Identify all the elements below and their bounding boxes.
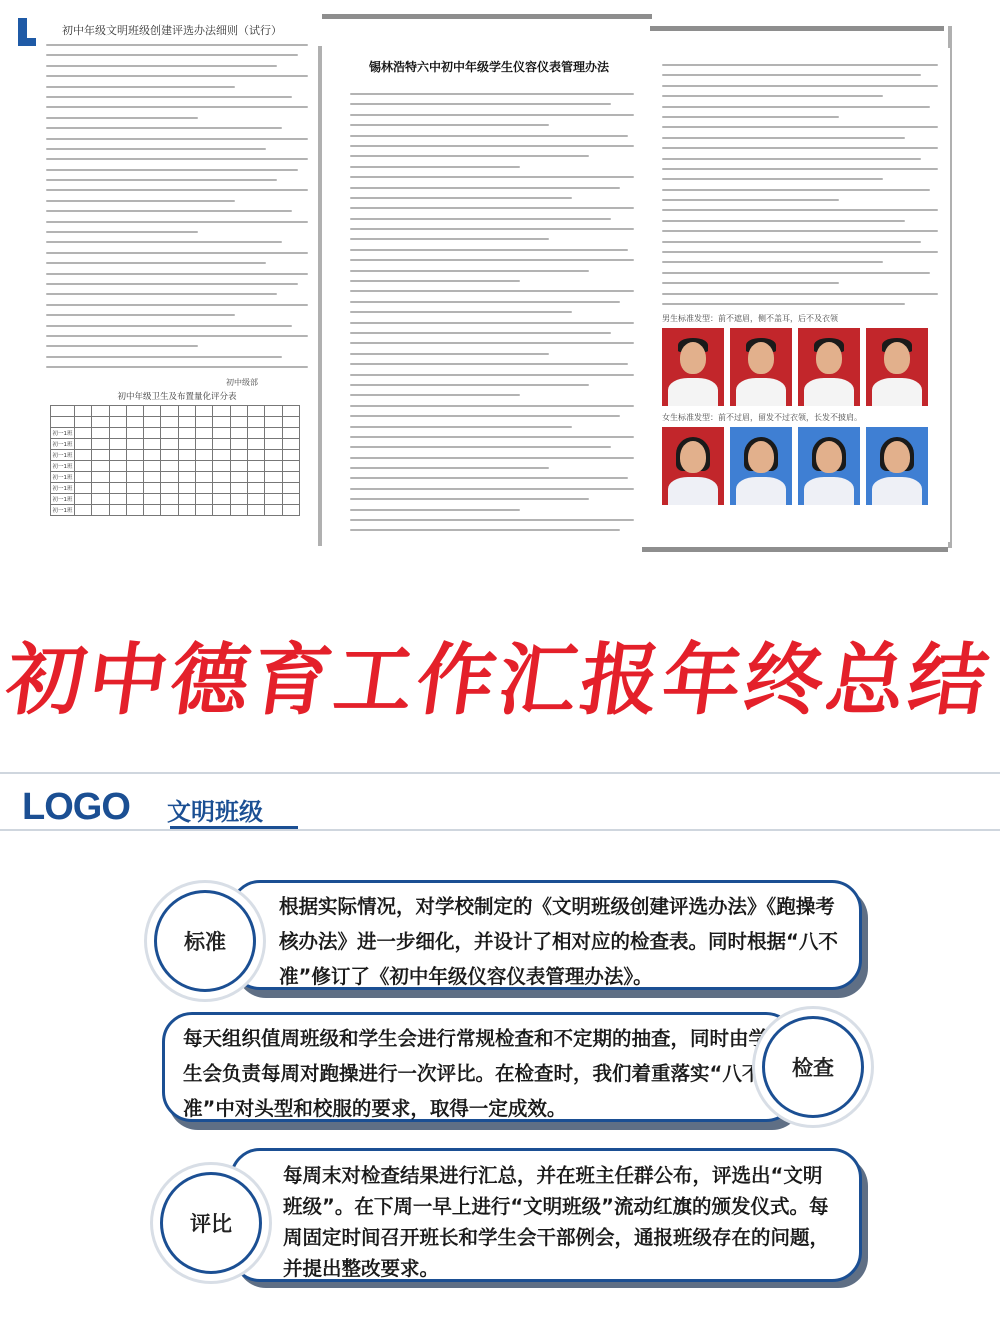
- text-line: [662, 126, 938, 128]
- text-line: [350, 238, 549, 240]
- table-cell: [126, 405, 143, 416]
- table-row: [51, 460, 300, 471]
- table-cell: [213, 427, 230, 438]
- document-body-text: [36, 38, 318, 368]
- table-cell: 初一1班: [51, 471, 75, 482]
- table-cell: [247, 460, 264, 471]
- table-cell: [213, 416, 230, 427]
- text-line: [46, 231, 198, 233]
- logo: LOGO: [22, 786, 130, 828]
- table-cell: [265, 438, 282, 449]
- table-row: [51, 471, 300, 482]
- text-line: [46, 293, 277, 295]
- text-line: [350, 103, 611, 105]
- section-evaluation-text: 每周末对检查结果进行汇总，并在班主任群公布，评选出“文明班级”。在下周一早上进行“文明班级”流动红旗的颁发仪式。每周固定时间召开班长和学生会干部例会，通报班级存在的问题，并提出整改要求。: [230, 1148, 862, 1282]
- table-cell: [161, 471, 178, 482]
- document-civilized-class-rules: [36, 14, 318, 541]
- table-cell: [230, 449, 247, 460]
- text-line: [46, 44, 308, 46]
- text-line: [46, 189, 308, 191]
- table-cell: [265, 449, 282, 460]
- text-line: [350, 197, 572, 199]
- table-cell: [282, 493, 299, 504]
- text-line: [46, 65, 277, 67]
- table-cell: [230, 482, 247, 493]
- table-cell: 初一1班: [51, 438, 75, 449]
- table-cell: [282, 405, 299, 416]
- table-cell: [144, 416, 161, 427]
- table-cell: [92, 504, 109, 515]
- table-cell: [282, 471, 299, 482]
- section-evaluation-tag: 评比: [160, 1172, 262, 1274]
- table-row: [51, 504, 300, 515]
- table-cell: [213, 405, 230, 416]
- document-signature: 初中级部: [226, 377, 258, 387]
- table-cell: [109, 427, 126, 438]
- table-cell: [196, 438, 213, 449]
- table-cell: 初一1班: [51, 449, 75, 460]
- table-cell: [92, 482, 109, 493]
- text-line: [46, 169, 298, 171]
- table-cell: [144, 449, 161, 460]
- table-cell: [178, 482, 195, 493]
- text-line: [350, 436, 634, 438]
- table-cell: [126, 427, 143, 438]
- table-cell: [196, 493, 213, 504]
- table-cell: [282, 482, 299, 493]
- table-cell: [178, 504, 195, 515]
- text-line: [350, 509, 520, 511]
- table-cell: [178, 460, 195, 471]
- text-line: [46, 262, 266, 264]
- table-row: [51, 493, 300, 504]
- table-cell: [178, 416, 195, 427]
- text-line: [350, 218, 611, 220]
- girls-hairstyle-caption: 女生标准发型：前不过眉，留发不过衣领，长发不披肩。: [662, 413, 862, 423]
- text-line: [46, 148, 266, 150]
- table-cell: [161, 416, 178, 427]
- text-line: [662, 158, 921, 160]
- text-line: [46, 356, 282, 358]
- text-line: [662, 209, 938, 211]
- corner-bracket-decoration: [18, 18, 27, 46]
- document-body-text: [328, 75, 650, 538]
- table-cell: [247, 449, 264, 460]
- table-row: [51, 482, 300, 493]
- text-line: [662, 147, 938, 149]
- text-line: [662, 293, 938, 295]
- text-line: [350, 519, 634, 521]
- text-line: [350, 187, 620, 189]
- table-cell: [282, 504, 299, 515]
- table-cell: [75, 493, 92, 504]
- text-line: [46, 241, 282, 243]
- divider: [649, 26, 944, 31]
- text-line: [350, 488, 634, 490]
- table-cell: [92, 460, 109, 471]
- text-line: [350, 93, 634, 95]
- table-cell: [75, 427, 92, 438]
- table-title: 初中年级卫生及布置量化评分表: [117, 391, 237, 402]
- table-cell: [265, 482, 282, 493]
- table-cell: [247, 504, 264, 515]
- table-cell: [92, 493, 109, 504]
- text-line: [350, 374, 634, 376]
- text-line: [350, 290, 634, 292]
- table-cell: [230, 438, 247, 449]
- table-cell: [75, 471, 92, 482]
- table-cell: [75, 438, 92, 449]
- text-line: [662, 230, 938, 232]
- text-line: [662, 137, 905, 139]
- text-line: [350, 457, 634, 459]
- table-cell: [247, 482, 264, 493]
- table-cell: [109, 471, 126, 482]
- divider: [0, 829, 1000, 831]
- divider: [322, 14, 652, 19]
- table-cell: [161, 405, 178, 416]
- table-cell: [161, 427, 178, 438]
- text-line: [662, 64, 938, 66]
- text-line: [46, 96, 292, 98]
- text-line: [662, 85, 938, 87]
- section-inspection-text: 每天组织值周班级和学生会进行常规检查和不定期的抽查，同时由学生会负责每周对跑操进行一次评比。在检查时，我们着重落实“八不准”中对头型和校服的要求，取得一定成效。: [162, 1012, 796, 1122]
- photo-girl-front: [730, 427, 792, 505]
- text-line: [350, 394, 520, 396]
- table-cell: [265, 471, 282, 482]
- table-cell: [109, 482, 126, 493]
- table-cell: [109, 449, 126, 460]
- table-cell: [144, 460, 161, 471]
- text-line: [350, 301, 620, 303]
- text-line: [662, 241, 921, 243]
- text-line: [46, 345, 198, 347]
- table-cell: [178, 427, 195, 438]
- text-line: [350, 155, 589, 157]
- table-cell: [247, 427, 264, 438]
- text-line: [46, 179, 277, 181]
- table-cell: [144, 493, 161, 504]
- table-cell: [265, 416, 282, 427]
- text-line: [662, 116, 839, 118]
- table-cell: [92, 471, 109, 482]
- text-line: [350, 467, 549, 469]
- table-cell: [178, 471, 195, 482]
- table-cell: [230, 471, 247, 482]
- table-cell: [196, 504, 213, 515]
- table-cell: [161, 504, 178, 515]
- table-cell: 初一1班: [51, 427, 75, 438]
- table-cell: [265, 460, 282, 471]
- text-line: [46, 221, 308, 223]
- table-cell: [75, 482, 92, 493]
- table-row: [51, 438, 300, 449]
- text-line: [350, 166, 520, 168]
- table-cell: [144, 482, 161, 493]
- table-cell: [92, 438, 109, 449]
- text-line: [350, 363, 628, 365]
- table-cell: [109, 504, 126, 515]
- text-line: [46, 127, 282, 129]
- photo-boy-front: [662, 328, 724, 406]
- table-cell: [92, 427, 109, 438]
- table-cell: [282, 427, 299, 438]
- girls-hairstyle-photos: [652, 427, 950, 505]
- text-line: [350, 280, 520, 282]
- photo-girl-front: [662, 427, 724, 505]
- photo-boy-front: [798, 328, 860, 406]
- table-cell: [75, 449, 92, 460]
- document-title: 初中年级文明班级创建评选办法细则（试行）: [62, 24, 282, 37]
- text-line: [350, 135, 628, 137]
- table-cell: [196, 482, 213, 493]
- table-cell: [126, 438, 143, 449]
- table-cell: [126, 449, 143, 460]
- table-cell: [126, 493, 143, 504]
- table-cell: [126, 471, 143, 482]
- table-cell: [247, 416, 264, 427]
- table-cell: [196, 427, 213, 438]
- text-line: [46, 335, 308, 337]
- text-line: [350, 477, 628, 479]
- text-line: [46, 200, 235, 202]
- table-cell: 初一1班: [51, 493, 75, 504]
- table-cell: [109, 460, 126, 471]
- table-cell: [213, 449, 230, 460]
- table-cell: [247, 405, 264, 416]
- text-line: [350, 426, 572, 428]
- text-line: [350, 114, 634, 116]
- photo-boy-side: [866, 328, 928, 406]
- table-cell: [230, 504, 247, 515]
- table-cell: [51, 416, 75, 427]
- divider: [0, 772, 1000, 774]
- table-cell: [213, 460, 230, 471]
- text-line: [662, 282, 839, 284]
- table-cell: [282, 438, 299, 449]
- section-standard-text: 根据实际情况，对学校制定的《文明班级创建评选办法》《跑操考核办法》进一步细化，并设计了相对应的检查表。同时根据“八不准”修订了《初中年级仪容仪表管理办法》。: [230, 880, 862, 990]
- text-line: [350, 446, 611, 448]
- text-line: [46, 304, 308, 306]
- table-cell: [161, 438, 178, 449]
- table-cell: [178, 493, 195, 504]
- table-cell: [213, 504, 230, 515]
- table-cell: [282, 449, 299, 460]
- table-cell: [196, 460, 213, 471]
- table-cell: [213, 493, 230, 504]
- section-heading: 文明班级: [167, 798, 263, 826]
- table-cell: [178, 405, 195, 416]
- table-cell: [92, 416, 109, 427]
- table-cell: [75, 416, 92, 427]
- table-cell: [126, 416, 143, 427]
- table-cell: [109, 438, 126, 449]
- table-cell: [109, 493, 126, 504]
- text-line: [46, 314, 235, 316]
- table-cell: 初一1班: [51, 460, 75, 471]
- table-cell: [213, 482, 230, 493]
- text-line: [46, 138, 308, 140]
- table-cell: [75, 460, 92, 471]
- text-line: [662, 303, 905, 305]
- text-line: [350, 207, 634, 209]
- table-cell: [161, 482, 178, 493]
- text-line: [662, 74, 921, 76]
- section-standard-tag: 标准: [154, 890, 256, 992]
- text-line: [46, 325, 292, 327]
- table-row: [51, 449, 300, 460]
- text-line: [46, 210, 292, 212]
- text-line: [46, 273, 308, 275]
- table-cell: [230, 416, 247, 427]
- text-line: [350, 332, 611, 334]
- text-line: [350, 249, 628, 251]
- text-line: [350, 228, 634, 230]
- text-line: [350, 384, 589, 386]
- document-title: 锡林浩特六中初中年级学生仪容仪表管理办法: [368, 60, 609, 74]
- table-cell: [161, 449, 178, 460]
- table-cell: [213, 438, 230, 449]
- table-cell: [265, 504, 282, 515]
- table-cell: [144, 504, 161, 515]
- section-inspection-tag: 检查: [762, 1016, 864, 1118]
- table-cell: [247, 438, 264, 449]
- table-cell: 初一1班: [51, 504, 75, 515]
- table-cell: [144, 427, 161, 438]
- table-cell: [282, 416, 299, 427]
- table-cell: [75, 504, 92, 515]
- table-cell: [247, 493, 264, 504]
- document-body-text: [652, 48, 950, 305]
- text-line: [350, 498, 589, 500]
- table-cell: [51, 405, 75, 416]
- photo-girl-side: [798, 427, 860, 505]
- text-line: [350, 270, 589, 272]
- table-cell: [144, 438, 161, 449]
- table-row: [51, 416, 300, 427]
- table-cell: [161, 460, 178, 471]
- text-line: [350, 176, 634, 178]
- text-line: [350, 322, 634, 324]
- text-line: [350, 145, 634, 147]
- table-cell: [265, 405, 282, 416]
- table-row: [51, 427, 300, 438]
- table-cell: [230, 493, 247, 504]
- text-line: [350, 311, 572, 313]
- text-line: [662, 199, 839, 201]
- table-cell: [196, 471, 213, 482]
- document-appearance-rules: [328, 22, 650, 538]
- text-line: [350, 259, 634, 261]
- table-cell: [196, 405, 213, 416]
- text-line: [46, 117, 198, 119]
- table-cell: [144, 405, 161, 416]
- text-line: [46, 75, 308, 77]
- text-line: [662, 189, 930, 191]
- table-cell: [109, 405, 126, 416]
- table-cell: [230, 427, 247, 438]
- table-cell: [92, 405, 109, 416]
- table-cell: [196, 449, 213, 460]
- table-cell: [144, 471, 161, 482]
- table-cell: [126, 460, 143, 471]
- photo-girl-back: [866, 427, 928, 505]
- document-appearance-rules-continued: [652, 48, 950, 542]
- text-line: [350, 405, 634, 407]
- scoring-table: [50, 405, 300, 516]
- table-cell: [75, 405, 92, 416]
- text-line: [662, 168, 938, 170]
- table-cell: [126, 504, 143, 515]
- text-line: [46, 158, 308, 160]
- divider: [642, 547, 948, 552]
- text-line: [350, 353, 549, 355]
- table-cell: [161, 493, 178, 504]
- table-row: [51, 405, 300, 416]
- text-line: [662, 95, 883, 97]
- boys-hairstyle-photos: [652, 328, 950, 406]
- text-line: [662, 220, 905, 222]
- table-cell: [230, 460, 247, 471]
- text-line: [46, 54, 298, 56]
- text-line: [46, 283, 298, 285]
- text-line: [662, 261, 883, 263]
- text-line: [46, 366, 308, 368]
- table-cell: [247, 471, 264, 482]
- photo-boy-side: [730, 328, 792, 406]
- table-cell: [196, 416, 213, 427]
- text-line: [350, 529, 620, 531]
- text-line: [350, 124, 549, 126]
- text-line: [662, 106, 930, 108]
- table-cell: [230, 405, 247, 416]
- divider: [318, 46, 322, 546]
- text-line: [46, 86, 235, 88]
- text-line: [662, 178, 883, 180]
- text-line: [350, 415, 620, 417]
- table-cell: [178, 449, 195, 460]
- table-cell: [92, 449, 109, 460]
- table-cell: [178, 438, 195, 449]
- text-line: [350, 342, 634, 344]
- table-cell: 初一1班: [51, 482, 75, 493]
- text-line: [46, 106, 308, 108]
- table-cell: [282, 460, 299, 471]
- page-title: 初中德育工作汇报年终总结: [0, 636, 998, 726]
- table-cell: [126, 482, 143, 493]
- table-cell: [265, 427, 282, 438]
- table-cell: [213, 471, 230, 482]
- text-line: [46, 252, 308, 254]
- text-line: [662, 272, 930, 274]
- boys-hairstyle-caption: 男生标准发型：前不遮眉，侧不盖耳，后不及衣领: [662, 314, 838, 324]
- text-line: [662, 251, 938, 253]
- table-cell: [265, 493, 282, 504]
- table-cell: [109, 416, 126, 427]
